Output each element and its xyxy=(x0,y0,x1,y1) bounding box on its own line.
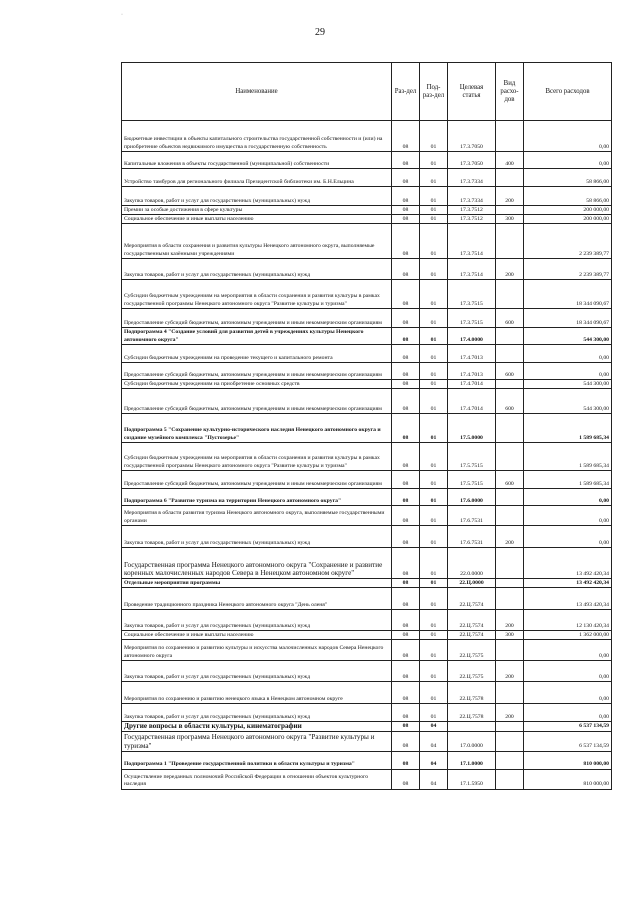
cell-razdel: 08 xyxy=(392,722,420,732)
table-row xyxy=(122,631,612,640)
cell-razdel: 08 xyxy=(392,588,420,610)
cell-name: Субсидии бюджетным учреждениям на мероприятия в области сохранения и развития культуры в рамках государственной программы Ненецкого автономного округа "Развитие культуры и туризма" xyxy=(122,443,392,471)
cell-vid xyxy=(496,506,524,526)
cell-name: Субсидии бюджетным учреждениям на мероприятия в области сохранения и развития культуры в рамках государственной программы Ненецкого автономного округа "Развитие культуры и туризма" xyxy=(122,280,392,309)
table-row xyxy=(122,579,612,588)
cell-article: 17.1.0000 xyxy=(448,751,496,769)
cell-razdel: 08 xyxy=(392,661,420,682)
cell-name: Подпрограмма 5 "Сохранение культурно-исторического наследия Ненецкого автономного округа и создание музейного комплекса "Пустозерье" xyxy=(122,414,392,443)
table-row xyxy=(122,443,612,471)
cell-razdel: 08 xyxy=(392,579,420,588)
table-header-row xyxy=(122,63,612,121)
cell-article: 17.5.7515 xyxy=(448,471,496,489)
cell-podrazdel: 01 xyxy=(420,259,448,280)
cell-total: 58 866,00 xyxy=(524,169,612,187)
cell-vid xyxy=(496,731,524,751)
cell-article: 22.Ц.7574 xyxy=(448,631,496,640)
table-row xyxy=(122,380,612,389)
table-row xyxy=(122,389,612,414)
table-row xyxy=(122,224,612,259)
header-podrazdel: Под-раз-дел xyxy=(420,63,448,121)
table-row xyxy=(122,169,612,187)
table-row xyxy=(122,363,612,380)
cell-article: 17.3.7514 xyxy=(448,259,496,280)
cell-razdel: 08 xyxy=(392,751,420,769)
cell-vid xyxy=(496,414,524,443)
cell-name: Подпрограмма 6 "Развитие туризма на территории Ненецкого автономного округа" xyxy=(122,489,392,506)
cell-name: Отдельные мероприятия программы xyxy=(122,579,392,588)
cell-vid xyxy=(496,489,524,506)
table-row xyxy=(122,152,612,169)
cell-article: 17.3.7515 xyxy=(448,309,496,328)
cell-article: 17.0.0000 xyxy=(448,731,496,751)
cell-name: Субсидии бюджетным учреждениям на приобретение основных средств xyxy=(122,380,392,389)
header-vid: Вид расхо-дов xyxy=(496,63,524,121)
cell-total: 810 000,00 xyxy=(524,751,612,769)
cell-razdel: 08 xyxy=(392,731,420,751)
cell-article: 22.Ц.0000 xyxy=(448,579,496,588)
cell-name: Мероприятия в области сохранения и развития культуры Ненецкого автономного округа, выполняемые государственными казёнными учреждениями xyxy=(122,224,392,259)
cell-article: 17.4.7013 xyxy=(448,345,496,363)
cell-total: 200 000,00 xyxy=(524,215,612,224)
cell-total: 18 344 090,67 xyxy=(524,280,612,309)
cell-podrazdel: 01 xyxy=(420,610,448,631)
cell-razdel: 08 xyxy=(392,506,420,526)
cell-podrazdel: 01 xyxy=(420,121,448,152)
table-row xyxy=(122,414,612,443)
cell-vid: 600 xyxy=(496,309,524,328)
cell-name: Предоставление субсидий бюджетным, автономным учреждениям и иным некоммерческим организациям xyxy=(122,309,392,328)
cell-total: 0,00 xyxy=(524,682,612,704)
cell-name: Проведение традиционного праздника Ненецкого автономного округа "День оленя" xyxy=(122,588,392,610)
cell-article: 17.4.0000 xyxy=(448,328,496,345)
cell-podrazdel: 01 xyxy=(420,682,448,704)
cell-vid xyxy=(496,548,524,579)
cell-vid: 200 xyxy=(496,259,524,280)
table-row xyxy=(122,722,612,732)
cell-razdel: 08 xyxy=(392,640,420,661)
cell-name: Устройство тамбуров для регионального филиала Президентской библиотеки им. Б.Н.Ельцина xyxy=(122,169,392,187)
cell-podrazdel: 01 xyxy=(420,169,448,187)
table-row xyxy=(122,121,612,152)
cell-podrazdel: 01 xyxy=(420,328,448,345)
cell-podrazdel: 01 xyxy=(420,380,448,389)
cell-razdel: 08 xyxy=(392,121,420,152)
cell-name: Социальное обеспечение и иные выплаты населению xyxy=(122,215,392,224)
cell-vid xyxy=(496,579,524,588)
cell-podrazdel: 01 xyxy=(420,489,448,506)
cell-article: 17.4.7014 xyxy=(448,380,496,389)
cell-article: 17.3.7334 xyxy=(448,169,496,187)
cell-podrazdel: 01 xyxy=(420,187,448,206)
cell-total: 1 589 685,34 xyxy=(524,471,612,489)
cell-razdel: 08 xyxy=(392,631,420,640)
cell-razdel: 08 xyxy=(392,704,420,722)
table-row xyxy=(122,769,612,789)
cell-razdel: 08 xyxy=(392,309,420,328)
cell-article: 17.3.7050 xyxy=(448,152,496,169)
cell-total: 0,00 xyxy=(524,363,612,380)
cell-razdel: 08 xyxy=(392,489,420,506)
cell-article: 22.Ц.7578 xyxy=(448,682,496,704)
cell-razdel: 08 xyxy=(392,259,420,280)
cell-name: Подпрограмма 4 "Создание условий для развития детей в учреждениях культуры Ненецкого автономного округа" xyxy=(122,328,392,345)
cell-article: 17.3.7515 xyxy=(448,280,496,309)
cell-vid: 200 xyxy=(496,704,524,722)
cell-article: 17.4.7014 xyxy=(448,389,496,414)
cell-podrazdel: 01 xyxy=(420,661,448,682)
cell-podrazdel: 01 xyxy=(420,526,448,548)
table-row xyxy=(122,280,612,309)
cell-vid xyxy=(496,121,524,152)
cell-vid xyxy=(496,640,524,661)
cell-total: 0,00 xyxy=(524,121,612,152)
cell-name: Закупка товаров, работ и услуг для государственных (муниципальных) нужд xyxy=(122,259,392,280)
cell-name: Капитальные вложения в объекты государственной (муниципальной) собственности xyxy=(122,152,392,169)
cell-article: 17.3.7334 xyxy=(448,187,496,206)
table-row xyxy=(122,187,612,206)
scan-mark: · xyxy=(121,12,123,18)
cell-name: Социальное обеспечение и иные выплаты населению xyxy=(122,631,392,640)
table-row xyxy=(122,215,612,224)
table-row xyxy=(122,704,612,722)
cell-total: 0,00 xyxy=(524,704,612,722)
cell-razdel: 08 xyxy=(392,280,420,309)
cell-vid xyxy=(496,224,524,259)
cell-razdel: 08 xyxy=(392,345,420,363)
cell-article xyxy=(448,722,496,732)
cell-vid: 200 xyxy=(496,187,524,206)
cell-podrazdel: 01 xyxy=(420,363,448,380)
cell-name: Бюджетные инвестиции в объекты капитального строительства государственной собственности и (или) на приобретение объектов недвижимого имущества в государственную собственность xyxy=(122,121,392,152)
cell-vid xyxy=(496,328,524,345)
cell-podrazdel: 01 xyxy=(420,345,448,363)
cell-total: 544 300,00 xyxy=(524,328,612,345)
cell-total: 13 492 420,34 xyxy=(524,579,612,588)
cell-vid xyxy=(496,769,524,789)
cell-vid xyxy=(496,443,524,471)
cell-vid: 200 xyxy=(496,610,524,631)
cell-name: Закупка товаров, работ и услуг для государственных (муниципальных) нужд xyxy=(122,526,392,548)
table-row xyxy=(122,661,612,682)
cell-podrazdel: 01 xyxy=(420,309,448,328)
cell-total: 0,00 xyxy=(524,640,612,661)
cell-podrazdel: 01 xyxy=(420,631,448,640)
cell-podrazdel: 04 xyxy=(420,722,448,732)
cell-total: 2 239 389,77 xyxy=(524,224,612,259)
cell-razdel: 08 xyxy=(392,769,420,789)
cell-total: 810 000,00 xyxy=(524,769,612,789)
cell-razdel: 08 xyxy=(392,471,420,489)
cell-podrazdel: 01 xyxy=(420,414,448,443)
cell-razdel: 08 xyxy=(392,215,420,224)
cell-article: 22.Ц.7575 xyxy=(448,661,496,682)
cell-podrazdel: 01 xyxy=(420,280,448,309)
cell-vid xyxy=(496,169,524,187)
cell-total: 2 239 389,77 xyxy=(524,259,612,280)
cell-razdel: 08 xyxy=(392,187,420,206)
cell-podrazdel: 01 xyxy=(420,506,448,526)
cell-total: 1 362 000,00 xyxy=(524,631,612,640)
cell-razdel: 08 xyxy=(392,526,420,548)
cell-razdel: 08 xyxy=(392,380,420,389)
cell-podrazdel: 01 xyxy=(420,152,448,169)
table-row xyxy=(122,471,612,489)
table-row xyxy=(122,588,612,610)
cell-razdel: 08 xyxy=(392,414,420,443)
cell-name: Закупка товаров, работ и услуг для государственных (муниципальных) нужд xyxy=(122,187,392,206)
cell-razdel: 08 xyxy=(392,610,420,631)
cell-name: Закупка товаров, работ и услуг для государственных (муниципальных) нужд xyxy=(122,610,392,631)
cell-vid xyxy=(496,345,524,363)
cell-total: 0,00 xyxy=(524,526,612,548)
cell-podrazdel: 01 xyxy=(420,215,448,224)
cell-vid: 600 xyxy=(496,389,524,414)
cell-name: Осуществление переданных полномочий Российской Федерации в отношении объектов культурного наследия xyxy=(122,769,392,789)
cell-article: 17.6.0000 xyxy=(448,489,496,506)
cell-razdel: 08 xyxy=(392,206,420,215)
cell-razdel: 08 xyxy=(392,363,420,380)
cell-podrazdel: 01 xyxy=(420,224,448,259)
cell-article: 17.3.7514 xyxy=(448,224,496,259)
cell-article: 22.Ц.7574 xyxy=(448,588,496,610)
cell-vid xyxy=(496,722,524,732)
table-body xyxy=(122,121,612,790)
header-total: Всего расходов xyxy=(524,63,612,121)
cell-vid: 200 xyxy=(496,661,524,682)
cell-podrazdel: 01 xyxy=(420,640,448,661)
cell-total: 13 492 420,34 xyxy=(524,548,612,579)
cell-name: Государственная программа Ненецкого автономного округа "Развитие культуры и туризма" xyxy=(122,731,392,751)
cell-razdel: 08 xyxy=(392,224,420,259)
cell-name: Премии за особые достижения в сфере культуры xyxy=(122,206,392,215)
header-name: Наименование xyxy=(122,63,392,121)
cell-total: 58 866,00 xyxy=(524,187,612,206)
cell-razdel: 08 xyxy=(392,548,420,579)
cell-razdel: 08 xyxy=(392,328,420,345)
cell-total: 6 537 134,59 xyxy=(524,722,612,732)
cell-total: 200 000,00 xyxy=(524,206,612,215)
cell-name: Субсидии бюджетным учреждениям на проведение текущего и капитального ремонта xyxy=(122,345,392,363)
cell-article: 17.5.7515 xyxy=(448,443,496,471)
cell-article: 22.0.0000 xyxy=(448,548,496,579)
cell-name: Предоставление субсидий бюджетным, автономным учреждениям и иным некоммерческим организациям xyxy=(122,363,392,380)
table-row xyxy=(122,548,612,579)
cell-vid: 600 xyxy=(496,363,524,380)
cell-article: 17.6.7531 xyxy=(448,506,496,526)
cell-vid xyxy=(496,751,524,769)
cell-name: Закупка товаров, работ и услуг для государственных (муниципальных) нужд xyxy=(122,661,392,682)
cell-total: 0,00 xyxy=(524,506,612,526)
cell-name: Предоставление субсидий бюджетным, автономным учреждениям и иным некоммерческим организациям xyxy=(122,471,392,489)
cell-total: 0,00 xyxy=(524,152,612,169)
cell-name: Мероприятия по сохранению и развитию культуры и искусства малочисленных народов Севера Ненецкого автономного округа xyxy=(122,640,392,661)
cell-podrazdel: 01 xyxy=(420,389,448,414)
cell-article: 17.4.7013 xyxy=(448,363,496,380)
cell-name: Подпрограмма 1 "Проведение государственной политики в области культуры и туризма" xyxy=(122,751,392,769)
table-row xyxy=(122,309,612,328)
cell-name: Закупка товаров, работ и услуг для государственных (муниципальных) нужд xyxy=(122,704,392,722)
cell-total: 1 589 685,34 xyxy=(524,414,612,443)
cell-total: 12 130 420,34 xyxy=(524,610,612,631)
cell-podrazdel: 01 xyxy=(420,471,448,489)
cell-podrazdel: 01 xyxy=(420,548,448,579)
cell-total: 1 589 685,34 xyxy=(524,443,612,471)
table-row xyxy=(122,526,612,548)
table-row xyxy=(122,345,612,363)
cell-article: 22.Ц.7574 xyxy=(448,610,496,631)
cell-name: Предоставление субсидий бюджетным, автономным учреждениям и иным некоммерческим организациям xyxy=(122,389,392,414)
table-row xyxy=(122,731,612,751)
cell-vid xyxy=(496,280,524,309)
cell-podrazdel: 01 xyxy=(420,443,448,471)
cell-vid xyxy=(496,206,524,215)
cell-razdel: 08 xyxy=(392,389,420,414)
cell-article: 17.1.5950 xyxy=(448,769,496,789)
table-row xyxy=(122,259,612,280)
cell-total: 0,00 xyxy=(524,489,612,506)
cell-podrazdel: 01 xyxy=(420,579,448,588)
budget-table xyxy=(121,62,612,790)
cell-vid: 300 xyxy=(496,631,524,640)
cell-total: 18 344 090,67 xyxy=(524,309,612,328)
table-row xyxy=(122,682,612,704)
cell-total: 6 537 134,59 xyxy=(524,731,612,751)
cell-podrazdel: 01 xyxy=(420,704,448,722)
cell-podrazdel: 04 xyxy=(420,769,448,789)
cell-vid: 400 xyxy=(496,152,524,169)
cell-total: 0,00 xyxy=(524,661,612,682)
cell-article: 17.3.7050 xyxy=(448,121,496,152)
cell-vid: 600 xyxy=(496,471,524,489)
cell-vid xyxy=(496,588,524,610)
cell-total: 0,00 xyxy=(524,345,612,363)
cell-name: Другие вопросы в области культуры, кинематографии xyxy=(122,722,392,732)
cell-vid xyxy=(496,380,524,389)
cell-razdel: 08 xyxy=(392,682,420,704)
cell-razdel: 08 xyxy=(392,152,420,169)
table-row xyxy=(122,206,612,215)
cell-article: 17.6.7531 xyxy=(448,526,496,548)
cell-article: 17.3.7512 xyxy=(448,206,496,215)
table-row xyxy=(122,506,612,526)
cell-vid xyxy=(496,682,524,704)
cell-vid: 300 xyxy=(496,215,524,224)
cell-podrazdel: 01 xyxy=(420,588,448,610)
cell-razdel: 08 xyxy=(392,443,420,471)
table-row xyxy=(122,489,612,506)
cell-article: 22.Ц.7575 xyxy=(448,640,496,661)
cell-razdel: 08 xyxy=(392,169,420,187)
cell-article: 22.Ц.7578 xyxy=(448,704,496,722)
table-row xyxy=(122,328,612,345)
table-row xyxy=(122,751,612,769)
table-row xyxy=(122,640,612,661)
cell-podrazdel: 04 xyxy=(420,731,448,751)
cell-name: Мероприятия в области развития туризма Ненецкого автономного округа, выполняемые государственными органами xyxy=(122,506,392,526)
cell-name: Мероприятия по сохранению и развитию ненецкого языка в Ненецком автономном округе xyxy=(122,682,392,704)
cell-name: Государственная программа Ненецкого автономного округа "Сохранение и развитие коренных малочисленных народов Севера в Ненецком автономном округе" xyxy=(122,548,392,579)
cell-podrazdel: 01 xyxy=(420,206,448,215)
cell-total: 544 300,00 xyxy=(524,389,612,414)
cell-podrazdel: 04 xyxy=(420,751,448,769)
table-row xyxy=(122,610,612,631)
cell-total: 13 493 420,34 xyxy=(524,588,612,610)
cell-total: 544 300,00 xyxy=(524,380,612,389)
header-razdel: Раз-дел xyxy=(392,63,420,121)
cell-article: 17.3.7512 xyxy=(448,215,496,224)
cell-vid: 200 xyxy=(496,526,524,548)
page-number: 29 xyxy=(315,27,325,38)
header-article: Целевая статья xyxy=(448,63,496,121)
cell-article: 17.5.0000 xyxy=(448,414,496,443)
